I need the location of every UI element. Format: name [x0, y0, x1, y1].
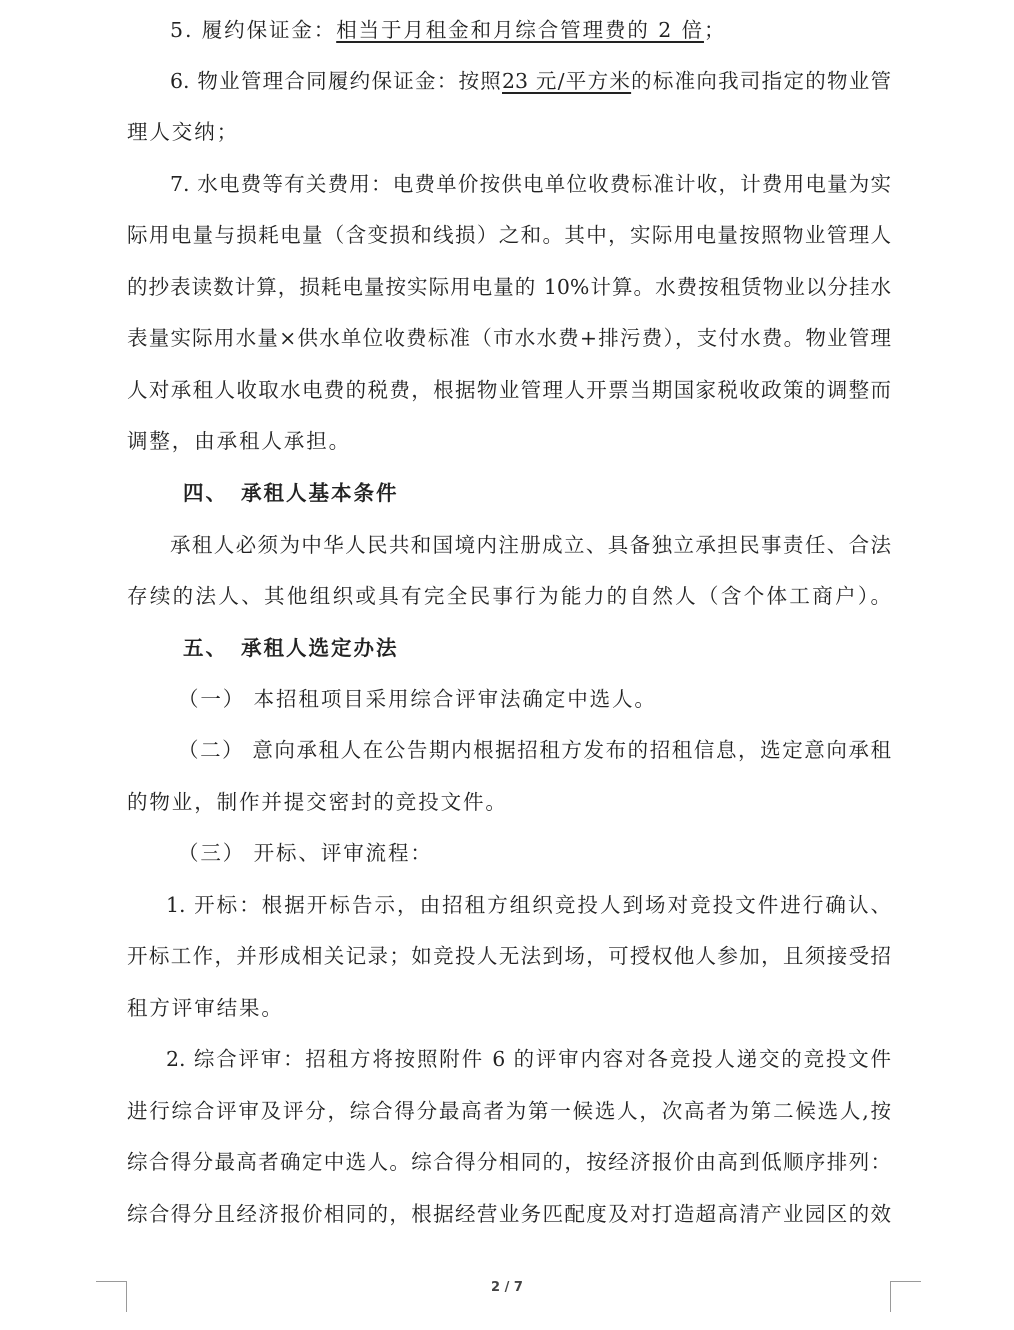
- text: 的标准向我司指定的物业管: [631, 69, 891, 93]
- text-line: 理人交纳；: [127, 120, 239, 144]
- text-line: 际用电量与损耗电量（含变损和线损）之和。其中，实际用电量按照物业管理人: [127, 223, 891, 247]
- page-number: 2 / 7: [491, 1280, 523, 1295]
- text-line: 租方评审结果。: [127, 996, 284, 1020]
- text-line: （三） 开标、评审流程：: [178, 841, 433, 865]
- text-line: 的抄表读数计算，损耗电量按实际用电量的 10%计算。水费按租赁物业以分挂水: [127, 275, 891, 299]
- text-line: 7. 水电费等有关费用：电费单价按供电单位收费标准计收，计费用电量为实: [170, 172, 891, 196]
- text-line: 承租人必须为中华人民共和国境内注册成立、具备独立承担民事责任、合法: [170, 533, 891, 557]
- section-heading-5: [183, 622, 947, 674]
- text-line: 2. 综合评审：招租方将按照附件 6 的评审内容对各竞投人递交的竞投文件: [166, 1047, 891, 1071]
- text: ；: [703, 18, 727, 42]
- underlined-text: 23 元/平方米: [502, 69, 632, 93]
- text-line: 进行综合评审及评分，综合得分最高者为第一候选人，次高者为第二候选人,按: [127, 1099, 891, 1123]
- text-line: （一） 本招租项目采用综合评审法确定中选人。: [178, 687, 657, 711]
- text-line: 调整，由承租人承担。: [127, 429, 351, 453]
- heading-title: 承租人选定办法: [241, 636, 399, 660]
- heading-number: 五、: [183, 636, 228, 660]
- text-line: 人对承租人收取水电费的税费，根据物业管理人开票当期国家税收政策的调整而: [127, 378, 891, 402]
- text-line: 1. 开标：根据开标告示，由招租方组织竞投人到场对竞投文件进行确认、: [166, 893, 891, 917]
- text-line: 开标工作，并形成相关记录；如竞投人无法到场，可授权他人参加，且须接受招: [127, 944, 891, 968]
- section-heading-4: [183, 467, 947, 519]
- paragraph-property-deposit: [170, 55, 891, 107]
- paragraph-deposit: [170, 4, 891, 56]
- text-line: 综合得分且经济报价相同的，根据经营业务匹配度及对打造超高清产业园区的效: [127, 1202, 891, 1226]
- text: 6. 物业管理合同履约保证金：按照: [170, 69, 503, 93]
- underlined-text: 相当于月租金和月综合管理费的 2 倍: [336, 18, 704, 42]
- heading-number: 四、: [183, 481, 228, 505]
- text-line: 综合得分最高者确定中选人。综合得分相同的，按经济报价由高到低顺序排列：: [127, 1150, 891, 1174]
- text-line: 存续的法人、其他组织或具有完全民事行为能力的自然人（含个体工商户）。: [127, 584, 891, 608]
- heading-title: 承租人基本条件: [241, 481, 399, 505]
- text: 5. 履约保证金：: [170, 18, 337, 42]
- text-line: 表量实际用水量×供水单位收费标准（市水水费+排污费），支付水费。物业管理: [127, 326, 891, 350]
- text-line: 的物业，制作并提交密封的竞投文件。: [127, 790, 508, 814]
- text-line: （二） 意向承租人在公告期内根据招租方发布的招租信息，选定意向承租: [178, 738, 891, 762]
